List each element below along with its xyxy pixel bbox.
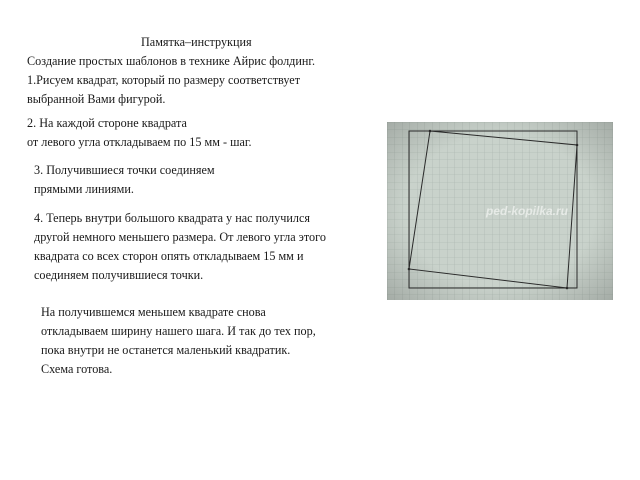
point-marker bbox=[566, 287, 569, 290]
step-2-line-1: 2. На каждой стороне квадрата bbox=[27, 116, 187, 130]
step-4-line-2: другой немного меньшего размера. От левого угла этого bbox=[34, 230, 326, 244]
point-marker bbox=[429, 130, 432, 133]
step-4 bbox=[34, 209, 326, 285]
step-5-line-3: пока внутри не останется маленький квадратик. bbox=[41, 343, 291, 357]
watermark: ped-kopilka.ru bbox=[485, 204, 569, 218]
step-5-line-4: Схема готова. bbox=[41, 362, 113, 376]
point-marker bbox=[576, 144, 579, 147]
step-4-line-4: соединяем получившиеся точки. bbox=[34, 268, 204, 282]
step-2 bbox=[27, 114, 252, 152]
step-1-line-2: выбранной Вами фигурой. bbox=[27, 92, 166, 106]
step-3-line-2: прямыми линиями. bbox=[34, 182, 134, 196]
step-2-line-2: от левого угла откладываем по 15 мм - шаг. bbox=[27, 135, 252, 149]
step-5 bbox=[41, 303, 316, 379]
page-title: Памятка–инструкция bbox=[141, 35, 252, 49]
step-5-line-2: откладываем ширину нашего шага. И так до тех пор, bbox=[41, 324, 316, 338]
point-marker bbox=[408, 268, 411, 271]
grid-paper-photo bbox=[387, 122, 613, 300]
step-3 bbox=[34, 161, 215, 199]
step-3-line-1: 3. Получившиеся точки соединяем bbox=[34, 163, 215, 177]
intro-and-step-1 bbox=[27, 52, 315, 109]
intro-line: Создание простых шаблонов в технике Айрис фолдинг. bbox=[27, 54, 316, 68]
step-4-line-1: 4. Теперь внутри большого квадрата у нас получился bbox=[34, 211, 310, 225]
step-5-line-1: На получившемся меньшем квадрате снова bbox=[41, 305, 266, 319]
step-4-line-3: квадрата со всех сторон опять откладываем 15 мм и bbox=[34, 249, 304, 263]
step-1-line-1: 1.Рисуем квадрат, который по размеру соответствует bbox=[27, 73, 301, 87]
